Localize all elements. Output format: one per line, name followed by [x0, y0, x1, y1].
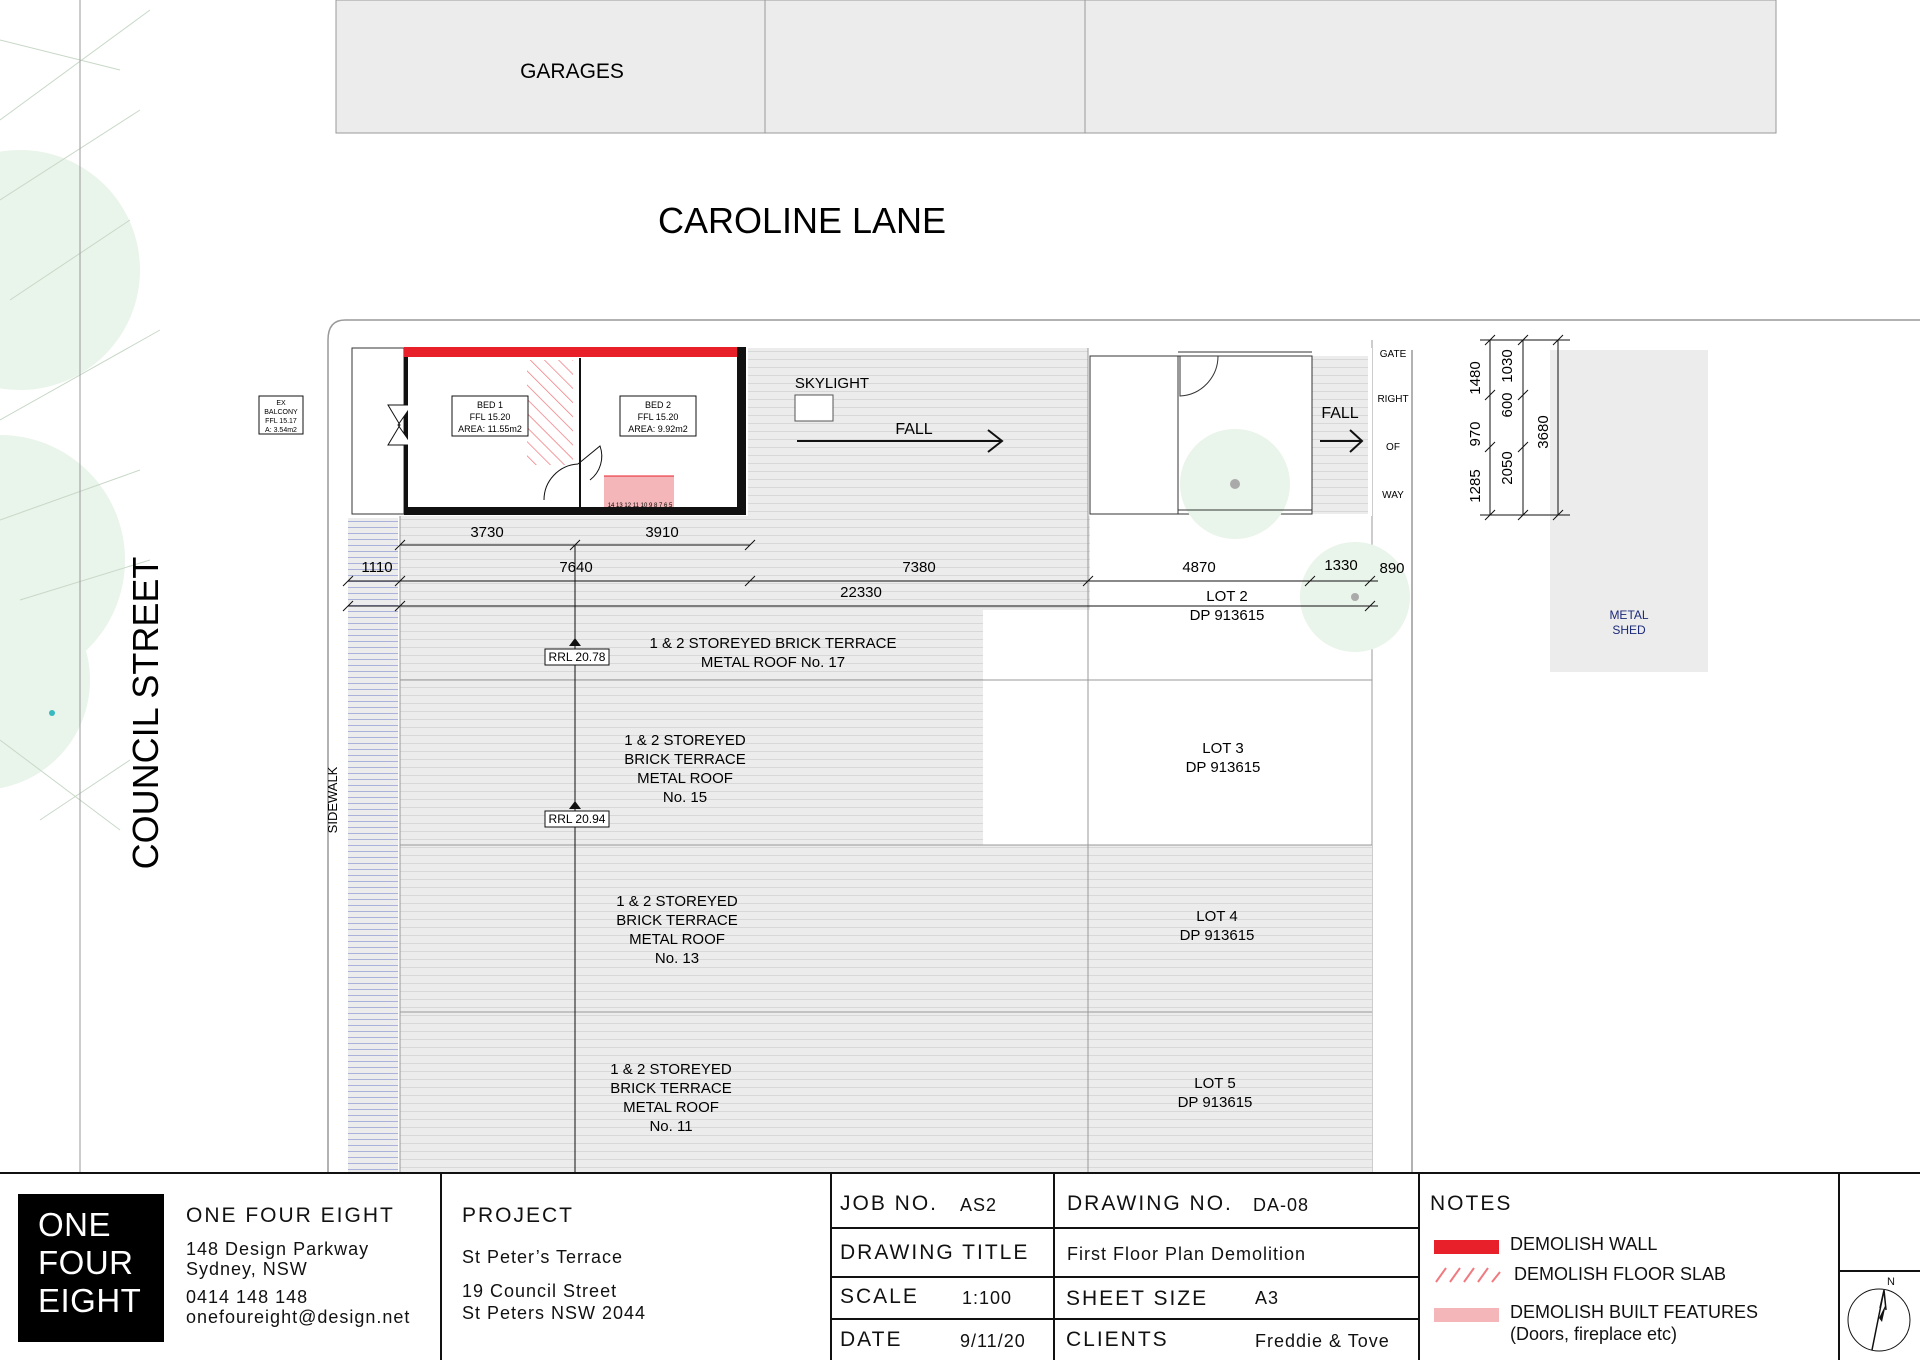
lot3-line-1: LOT 3 [1202, 740, 1244, 757]
lot4-line-2: DP 913615 [1179, 927, 1255, 944]
dim-4870: 4870 [1182, 559, 1216, 576]
north-label: N [1887, 1276, 1895, 1288]
terrace-15-line-4: No. 15 [662, 789, 708, 806]
bed2-ffl: FFL 15.20 [637, 412, 679, 422]
divider [830, 1174, 832, 1360]
dim-22330: 22330 [840, 584, 882, 601]
company-address-1: 148 Design Parkway [186, 1239, 370, 1259]
gate-word-4: WAY [1382, 490, 1404, 501]
note-demolish-wall: DEMOLISH WALL [1510, 1234, 1658, 1254]
dim-1330: 1330 [1324, 557, 1358, 574]
clients-value: Freddie & Tove [1255, 1331, 1390, 1351]
project-label: PROJECT [462, 1204, 575, 1227]
lot4-line-1: LOT 4 [1196, 908, 1238, 925]
terrace-15-line-2: BRICK TERRACE [624, 751, 746, 768]
balcony-line-4: A: 3.54m2 [265, 427, 297, 434]
demolish-slab-swatch [1434, 1266, 1502, 1284]
scale-value: 1:100 [962, 1288, 1013, 1308]
terrace-11-line-3: METAL ROOF [623, 1099, 719, 1116]
notes-label: NOTES [1430, 1192, 1513, 1215]
divider [830, 1318, 1418, 1320]
terrace-13-line-2: BRICK TERRACE [616, 912, 738, 929]
scale-label: SCALE [840, 1285, 919, 1308]
divider [1838, 1174, 1840, 1360]
note-demolish-features: DEMOLISH BUILT FEATURES [1510, 1302, 1759, 1322]
title-block [0, 1172, 1920, 1360]
lot2-line-1: LOT 2 [1206, 588, 1248, 605]
balcony-label [259, 396, 303, 434]
terrace-15-line-1: 1 & 2 STOREYED [624, 732, 746, 749]
logo-line-3: EIGHT [38, 1282, 142, 1319]
dim-2050: 2050 [1499, 451, 1516, 485]
terrace-11-line-2: BRICK TERRACE [610, 1080, 732, 1097]
bed1-ffl: FFL 15.20 [469, 412, 511, 422]
project-name: St Peter’s Terrace [462, 1247, 624, 1267]
lot5-line-1: LOT 5 [1194, 1075, 1236, 1092]
street-label: COUNCIL STREET [125, 556, 166, 870]
divider [440, 1174, 442, 1360]
company-phone: 0414 148 148 [186, 1287, 309, 1307]
bed1-area: AREA: 11.55m2 [458, 424, 522, 434]
company-logo [18, 1194, 164, 1342]
dim-3910: 3910 [645, 524, 679, 541]
logo-line-1: ONE [38, 1206, 112, 1243]
dim-1030: 1030 [1499, 349, 1516, 383]
dim-1480: 1480 [1467, 361, 1484, 395]
skylight-label: SKYLIGHT [794, 375, 870, 392]
terrace-15-line-3: METAL ROOF [637, 770, 733, 787]
lot5-line-2: DP 913615 [1177, 1094, 1253, 1111]
bed1-name: BED 1 [476, 400, 504, 410]
company-name: ONE FOUR EIGHT [186, 1204, 395, 1227]
date-value: 9/11/20 [960, 1331, 1026, 1351]
drawing-no-label: DRAWING NO. [1067, 1192, 1233, 1215]
dim-1285: 1285 [1467, 469, 1484, 503]
divider [830, 1276, 1418, 1278]
divider [1053, 1174, 1055, 1360]
stair-numbers: 14 13 12 11 10 9 8 7 6 5 [607, 503, 673, 509]
note-demolish-features-detail: (Doors, fireplace etc) [1510, 1324, 1678, 1344]
terrace-13-line-1: 1 & 2 STOREYED [616, 893, 738, 910]
company-email: onefoureight@design.net [186, 1307, 411, 1327]
balcony-line-2: BALCONY [264, 409, 298, 416]
sidewalk-label: SIDEWALK [325, 766, 340, 834]
gate-word-1: GATE [1379, 349, 1407, 360]
room-bed-2 [620, 396, 696, 436]
metal-shed-label-2: SHED [1612, 623, 1646, 637]
dim-1110: 1110 [361, 559, 393, 576]
skylight-icon [795, 395, 833, 421]
project-address-2: St Peters NSW 2044 [462, 1303, 647, 1323]
dim-970: 970 [1467, 421, 1484, 447]
drawing-title-value: First Floor Plan Demolition [1067, 1244, 1307, 1264]
terrace-11-line-1: 1 & 2 STOREYED [610, 1061, 732, 1078]
terrace-13-line-3: METAL ROOF [629, 931, 725, 948]
job-value: AS2 [960, 1195, 998, 1215]
metal-shed-label-1: METAL [1609, 608, 1649, 622]
terrace-17-line-2: METAL ROOF No. 17 [700, 654, 846, 671]
dim-3730: 3730 [470, 524, 504, 541]
divider [1838, 1270, 1920, 1272]
bed2-area: AREA: 9.92m2 [628, 424, 688, 434]
gate-word-3: OF [1386, 442, 1400, 453]
bed2-name: BED 2 [644, 400, 672, 410]
balcony-line-3: FFL 15.17 [265, 418, 297, 425]
fall-label-1: FALL [895, 421, 933, 438]
terrace-11-line-4: No. 11 [649, 1118, 693, 1135]
demolish-wall-swatch [1434, 1240, 1499, 1254]
demolish-features-swatch [1434, 1308, 1499, 1322]
note-demolish-slab: DEMOLISH FLOOR SLAB [1514, 1264, 1727, 1284]
dim-7640: 7640 [559, 559, 593, 576]
garages-label: GARAGES [520, 60, 624, 83]
gate-word-2: RIGHT [1377, 394, 1409, 405]
clients-label: CLIENTS [1066, 1328, 1169, 1351]
sidewalk [348, 518, 398, 1172]
dim-3680: 3680 [1535, 415, 1552, 449]
dim-890: 890 [1379, 560, 1405, 577]
company-address-2: Sydney, NSW [186, 1259, 308, 1279]
balcony-line-1: EX [276, 400, 286, 407]
room-bed-1 [452, 396, 528, 436]
lane-label: CAROLINE LANE [657, 200, 947, 241]
terrace-17-line-1: 1 & 2 STOREYED BRICK TERRACE [649, 635, 897, 652]
rrl-2-label: RRL 20.94 [548, 812, 606, 826]
terrace-13-line-4: No. 13 [654, 950, 700, 967]
sheet-size-value: A3 [1255, 1288, 1280, 1308]
divider [1418, 1174, 1420, 1360]
project-address-1: 19 Council Street [462, 1281, 618, 1301]
sheet-size-label: SHEET SIZE [1066, 1287, 1209, 1310]
dim-7380: 7380 [902, 559, 936, 576]
lot3-line-2: DP 913615 [1185, 759, 1261, 776]
rrl-1-label: RRL 20.78 [548, 650, 606, 664]
drawing-title-label: DRAWING TITLE [840, 1241, 1030, 1264]
north-arrow-icon [1846, 1274, 1912, 1358]
drawing-no-value: DA-08 [1253, 1195, 1310, 1215]
logo-line-2: FOUR [38, 1244, 134, 1281]
divider [830, 1227, 1418, 1229]
job-label: JOB NO. [840, 1192, 939, 1215]
lot2-line-2: DP 913615 [1189, 607, 1265, 624]
fall-label-2: FALL [1321, 405, 1359, 422]
date-label: DATE [840, 1328, 903, 1351]
dim-600: 600 [1499, 392, 1516, 418]
